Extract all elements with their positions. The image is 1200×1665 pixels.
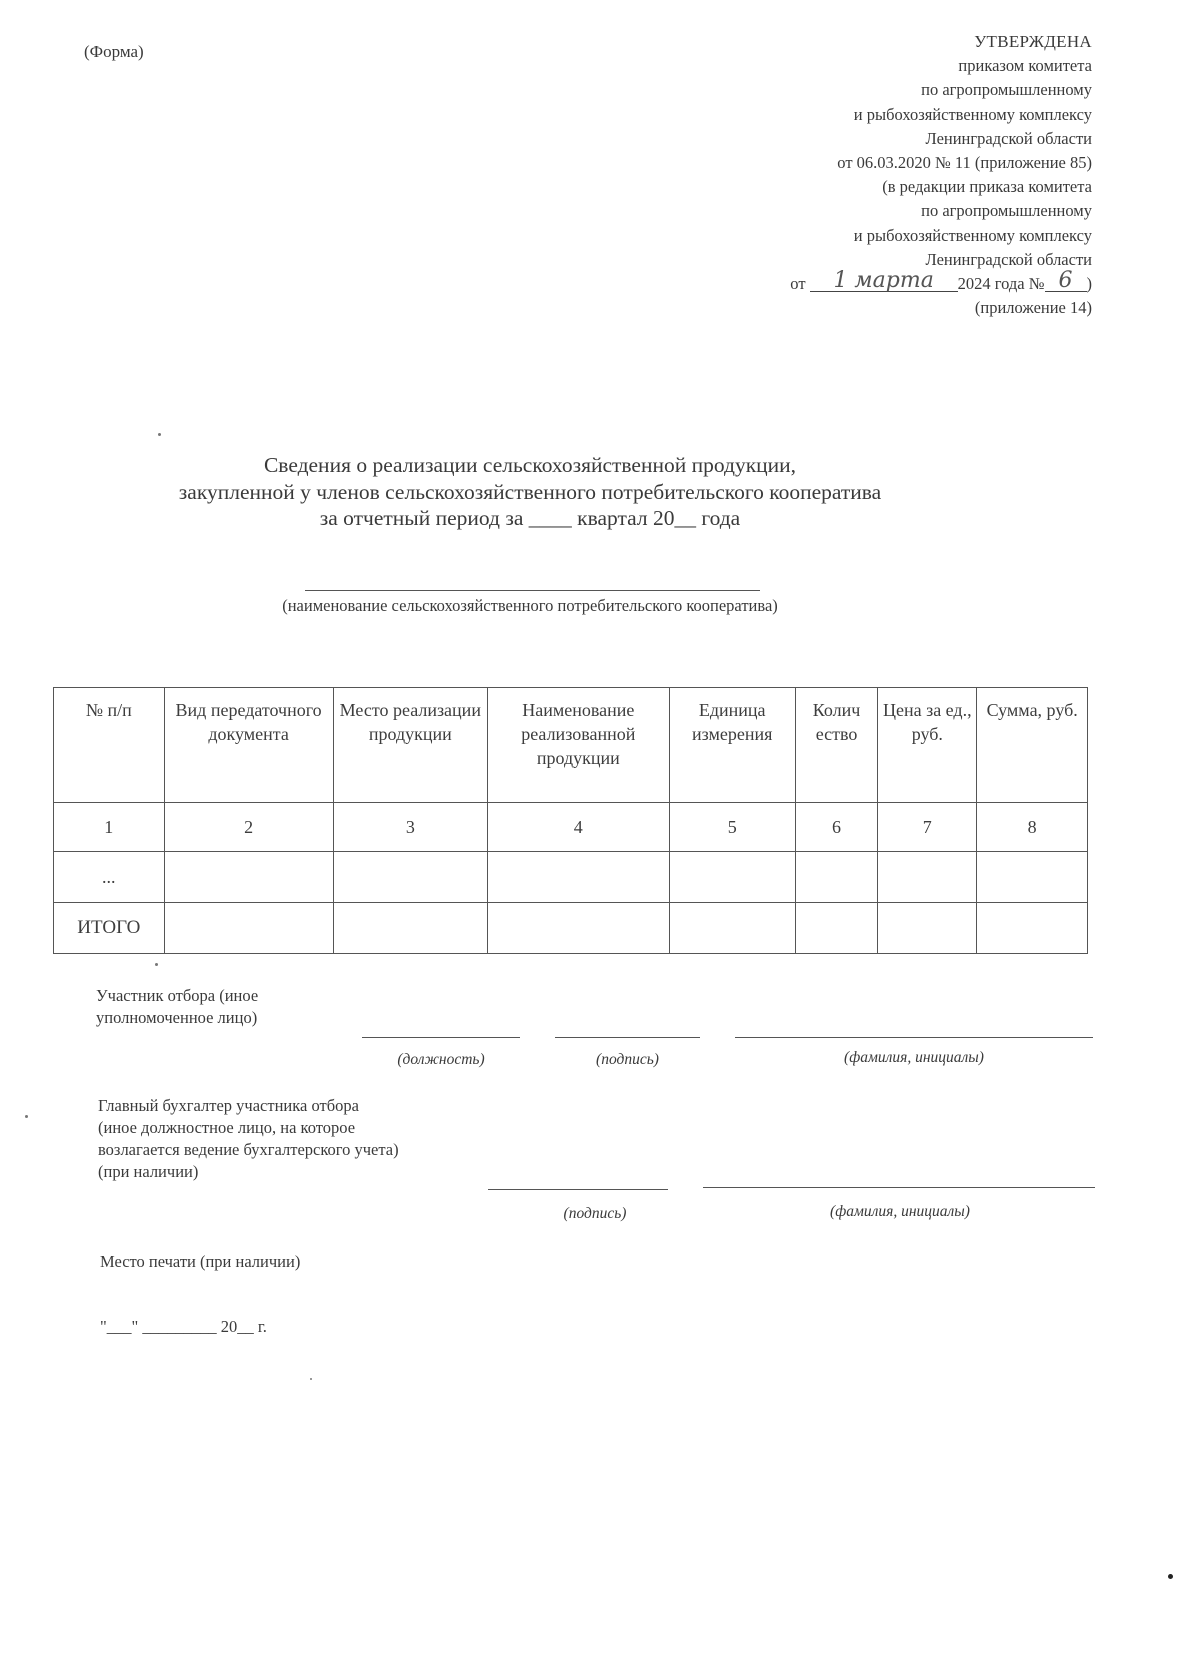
- table-cell: [488, 852, 670, 903]
- signature-line: [555, 1037, 700, 1038]
- column-number: 4: [488, 803, 670, 852]
- row-ellipsis: ...: [54, 852, 165, 903]
- participant-label: [96, 985, 258, 1029]
- date-prefix: от: [790, 274, 806, 294]
- approval-date-line: [632, 268, 1092, 296]
- approval-title: УТВЕРЖДЕНА: [974, 32, 1092, 51]
- org-name-field-line: [305, 590, 760, 591]
- header-cell: Место реализации продукции: [333, 688, 487, 803]
- accountant-name-caption: (фамилия, инициалы): [830, 1203, 970, 1220]
- column-number: 6: [795, 803, 877, 852]
- accountant-signature-caption: (подпись): [563, 1205, 627, 1222]
- header-cell: Единица измерения: [669, 688, 795, 803]
- table-cell: [795, 903, 877, 954]
- approval-line: Ленинградской области: [925, 128, 1092, 148]
- name-line: [735, 1037, 1093, 1038]
- approval-line: от 06.03.2020 № 11 (приложение 85): [837, 153, 1092, 173]
- accountant-label: [98, 1095, 399, 1183]
- table-cell: [333, 852, 487, 903]
- column-number: 7: [878, 803, 977, 852]
- approval-line: и рыбохозяйственному комплексу: [853, 104, 1092, 124]
- accountant-name-line: [703, 1187, 1095, 1188]
- table-row: [54, 803, 1088, 852]
- total-label: ИТОГО: [54, 903, 165, 954]
- table-cell: [795, 852, 877, 903]
- approval-block: [632, 30, 1092, 320]
- heading-line: за отчетный период за ____ квартал 20__ года: [319, 506, 741, 530]
- handwritten-date: 1 марта: [810, 271, 958, 292]
- participant-label-line: уполномоченное лицо): [96, 1008, 258, 1027]
- table-cell: [669, 852, 795, 903]
- sales-table: [53, 687, 1088, 954]
- scan-speck: [25, 1115, 28, 1118]
- stamp-place: Место печати (при наличии): [100, 1252, 301, 1271]
- accountant-signature-line: [488, 1189, 668, 1190]
- table-cell: [333, 903, 487, 954]
- signature-caption: (подпись): [596, 1051, 659, 1068]
- column-number: 5: [669, 803, 795, 852]
- document-heading: [0, 452, 1060, 532]
- position-caption: (должность): [397, 1051, 485, 1068]
- table-cell: [878, 852, 977, 903]
- column-number: 3: [333, 803, 487, 852]
- heading-line: Сведения о реализации сельскохозяйственной продукции,: [263, 453, 797, 477]
- handwritten-number: 6: [1045, 271, 1087, 292]
- approval-line: приказом комитета: [958, 56, 1092, 76]
- column-number: 2: [164, 803, 333, 852]
- scan-speck: [155, 963, 158, 966]
- table-row: [54, 852, 1088, 903]
- table-cell: [878, 903, 977, 954]
- header-cell: Цена за ед., руб.: [878, 688, 977, 803]
- table-cell: [977, 852, 1088, 903]
- table-cell: [669, 903, 795, 954]
- header-cell: Вид передаточного документа: [164, 688, 333, 803]
- heading-line: закупленной у членов сельскохозяйственного потребительского кооператива: [178, 479, 882, 504]
- approval-line: и рыбохозяйственному комплексу: [853, 225, 1092, 245]
- approval-line: Ленинградской области: [925, 249, 1092, 269]
- position-line: [362, 1037, 520, 1038]
- total-row: [54, 903, 1088, 954]
- scan-speck: [310, 1378, 312, 1380]
- header-cell: № п/п: [54, 688, 165, 803]
- org-name-caption: (наименование сельскохозяйственного потребительского кооператива): [282, 596, 778, 615]
- scan-speck: [1168, 1574, 1173, 1579]
- approval-line: по агропромышленному: [921, 201, 1092, 221]
- header-cell: Наименование реализованной продукции: [488, 688, 670, 803]
- date-line: "___" _________ 20__ г.: [100, 1317, 267, 1336]
- approval-appendix: (приложение 14): [974, 298, 1092, 318]
- table-cell: [164, 852, 333, 903]
- year-text: 2024 года №: [957, 274, 1045, 294]
- participant-label-line: Участник отбора (иное: [96, 986, 259, 1005]
- approval-line: (в редакции приказа комитета: [882, 177, 1092, 197]
- name-caption: (фамилия, инициалы): [844, 1049, 984, 1066]
- table-cell: [977, 903, 1088, 954]
- accountant-label-line: (иное должностное лицо, на которое: [98, 1118, 356, 1137]
- form-label: (Форма): [84, 42, 144, 61]
- column-number: 1: [54, 803, 165, 852]
- table-cell: [488, 903, 670, 954]
- accountant-label-line: Главный бухгалтер участника отбора: [98, 1096, 359, 1115]
- close-paren: ): [1086, 274, 1092, 294]
- table-cell: [164, 903, 333, 954]
- accountant-label-line: возлагается ведение бухгалтерского учета): [98, 1140, 399, 1159]
- scan-speck: [158, 433, 161, 436]
- approval-line: по агропромышленному: [921, 80, 1092, 100]
- table-header-row: [54, 688, 1088, 803]
- header-cell: Сумма, руб.: [977, 688, 1088, 803]
- header-cell: Колич ество: [795, 688, 877, 803]
- accountant-label-line: (при наличии): [98, 1162, 199, 1181]
- column-number: 8: [977, 803, 1088, 852]
